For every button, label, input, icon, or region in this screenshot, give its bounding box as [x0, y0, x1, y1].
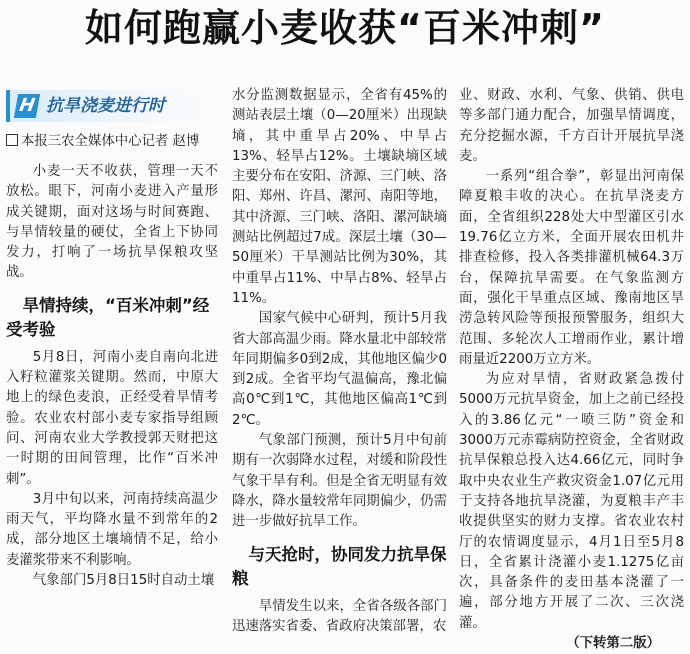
paragraph: 3月中旬以来，河南持续高温少雨天气，平均降水量不到常年的2成，部分地区土壤墒情不足，给小麦灌浆带来不利影响。 [6, 491, 218, 568]
subheading: 旱情持续，“百米冲刺”经受考验 [6, 295, 210, 339]
continued-on-page-note: （下转第二版） [566, 636, 660, 652]
paragraph: 业、财政、水利、气象、供销、供电等多部门通力配合，加强旱情调度，充分挖掘水源，千方百计开展抗旱浇麦。 [459, 88, 684, 164]
article-headline: 如何跑赢小麦收获“百米冲刺” [85, 6, 605, 50]
paragraph: 为应对旱情，省财政紧急拨付5000万元抗旱资金，加上之前已经投入的3.86亿元“一喷三防”资金和3000万元赤霉病防控资金，全省财政抗旱保粮总投入达4.66亿元，同时争取中央农业生产救灾资金1.07亿元用于支持各地抗旱浇灌，为夏粮丰产丰收提供坚实的财力支撑。省农业农村厅的农情调度显示，4月1日至5月8日，全省累计浇灌小麦1.1275亿亩次，具备条件的麦田基本浇灌了一遍，部分地方开展了二次、三次浇灌。 [459, 372, 684, 631]
paragraph: 旱情发生以来，全省各级各部门迅速落实省委、省政府决策部署，农 [232, 598, 447, 634]
paragraph: 一系列“组合拳”，彰显出河南保障夏粮丰收的决心。在抗旱浇麦方面，全省组织228处大中型灌区引水19.76亿立方米，全面开展农田机井排查检修，投入各类排灌机械64.3万台，保障抗旱需要。在气象监测方面，强化干旱重点区域、豫南地区旱涝急转风险等预报预警服务，组织大范围、多轮次人工增雨作业，累计增雨量近2200万立方米。 [459, 169, 684, 367]
column-3 [459, 86, 684, 654]
rubric-title: 抗旱浇麦进行时 [46, 96, 165, 116]
column-2 [232, 86, 447, 637]
column-1 [6, 90, 218, 591]
paragraph: 气象部门预测，预计5月中旬前期有一次弱降水过程，对缓和阶段性气象干旱有利。但是全省无明显有效降水，降水量较常年同期偏少，仍需进一步做好抗旱工作。 [232, 433, 447, 530]
paragraph: 5月8日，河南小麦自南向北进入籽粒灌浆关键期。然而，中原大地上的绿色麦浪，正经受着旱情考验。农业农村部小麦专家指导组顾问、河南农业大学教授郭天财把这一时期的田间管理，比作“百米冲刺”。 [6, 349, 218, 487]
byline [6, 132, 218, 152]
section-rubric [6, 90, 218, 122]
byline-text: 本报三农全媒体中心记者 赵博 [21, 134, 200, 149]
paragraph: 气象部门5月8日15时自动土壤 [32, 573, 215, 589]
subheading: 与天抢时，协同发力抗旱保粮 [232, 544, 447, 588]
rubric-badge-icon: H [14, 94, 40, 118]
square-bullet-icon [6, 134, 18, 146]
paragraph: 小麦一天不收获，管理一天不放松。眼下，河南小麦进入产量形成关键期，面对这场与时间赛跑、与旱情较量的硬仗，全省上下协同发力，打响了一场抗旱保粮攻坚战。 [6, 164, 218, 281]
paragraph: 水分监测数据显示，全省有45%的测站表层土壤（0—20厘米）出现缺墒，其中重旱占20%、中旱占13%、轻旱占12%。土壤缺墒区域主要分布在安阳、济源、三门峡、洛阳、郑州、许昌、漯河、南阳等地，其中济源、三门峡、洛阳、漯河缺墒测站比例超过7成。深层土壤（30—50厘米）干旱测站比例为30%，其中重旱占11%、中旱占8%、轻旱占11%。 [232, 88, 447, 306]
paragraph: 国家气候中心研判，预计5月我省大部高温少雨。降水量北中部较常年同期偏多0到2成，其他地区偏少0到2成。全省平均气温偏高，豫北偏高0℃到1℃，其他地区偏高1℃到2℃。 [232, 311, 447, 428]
